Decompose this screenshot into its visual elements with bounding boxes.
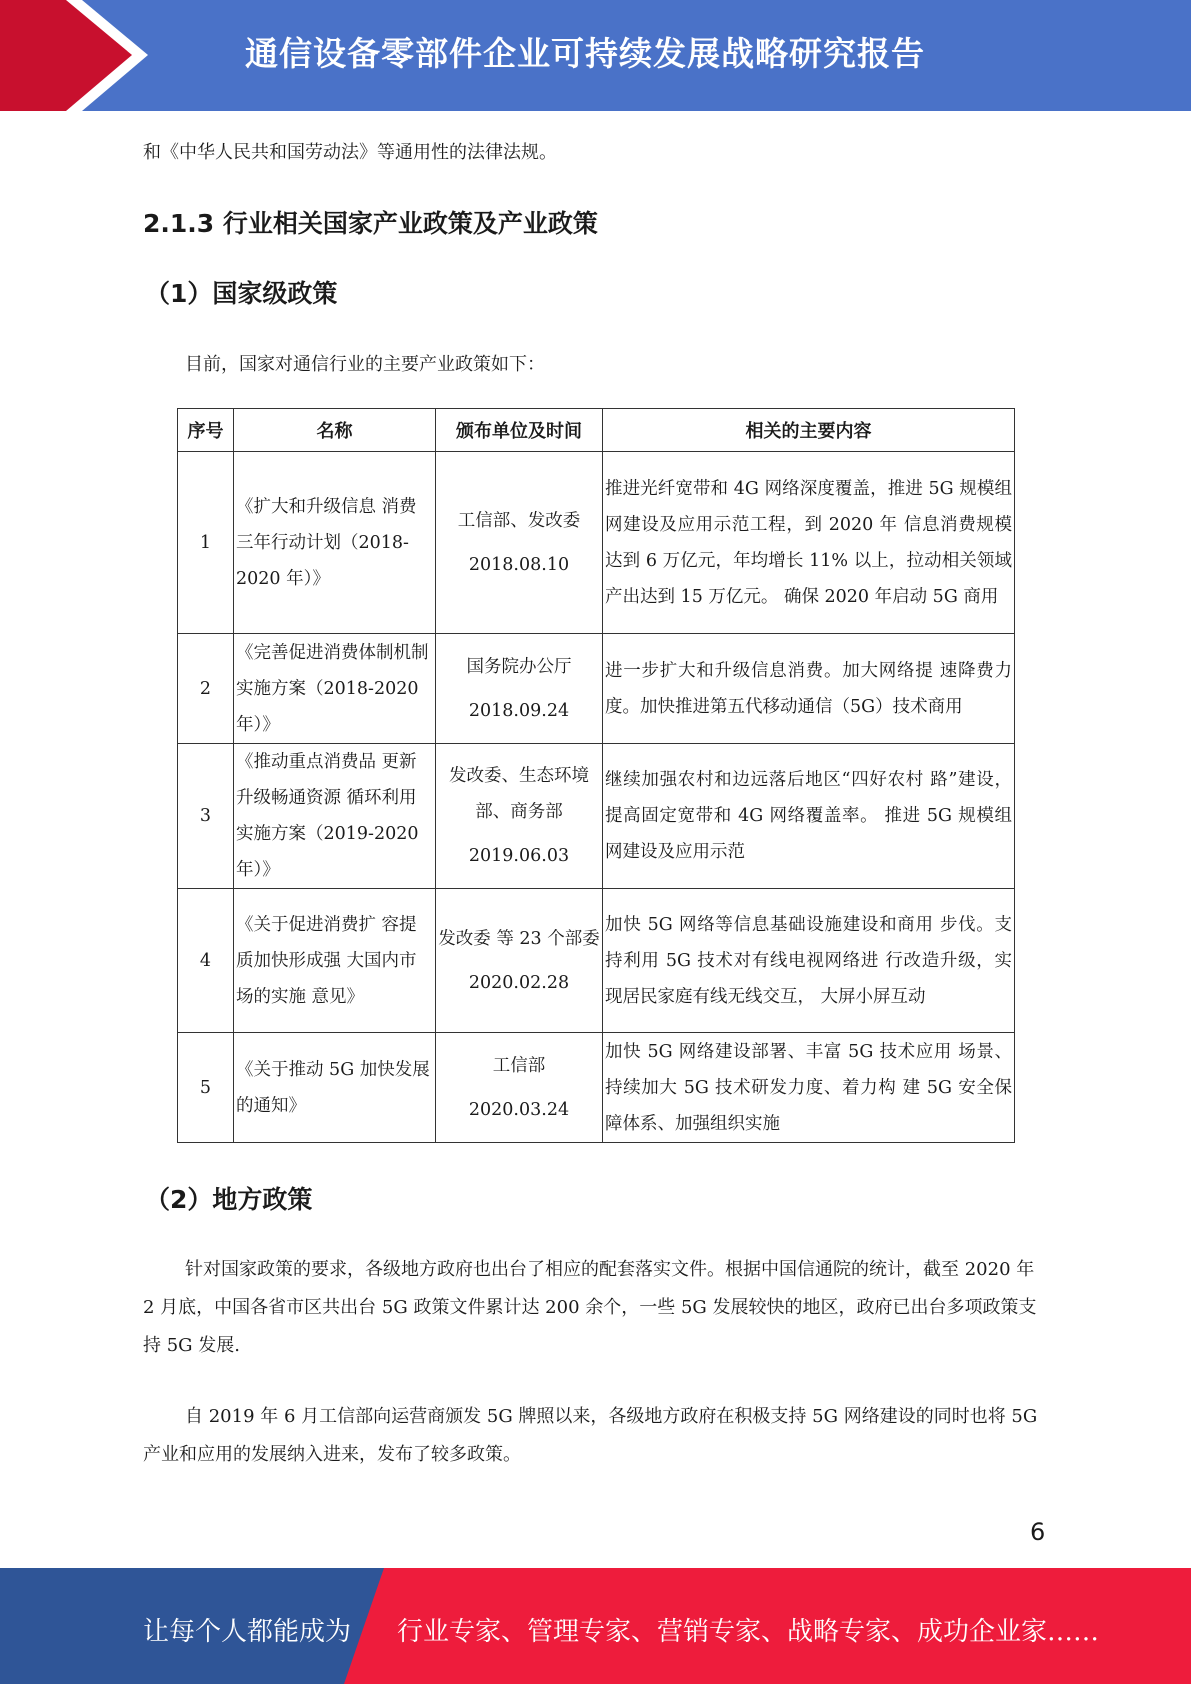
- col-header-no: 序号: [178, 409, 234, 452]
- section-heading: 2.1.3 行业相关国家产业政策及产业政策: [143, 209, 598, 238]
- local-policy-paragraph-1: 针对国家政策的要求，各级地方政府也出台了相应的配套落实文件。根据中国信通院的统计，截至 2020 年 2 月底，中国各省市区共出台 5G 政策文件累计达 200 余个，一些 5G 发展较快的地区，政府已出台多项政策支持 5G 发展.: [143, 1259, 1037, 1356]
- page-footer: [0, 1568, 1191, 1684]
- row-name: 《推动重点消费品 更新升级畅通资源 循环利用实施方案（2019-2020 年）》: [234, 744, 436, 889]
- row-content: 加快 5G 网络建设部署、丰富 5G 技术应用 场景、持续加大 5G 技术研发力度、着力构 建 5G 安全保障体系、加强组织实施: [603, 1033, 1015, 1143]
- row-content: 推进光纤宽带和 4G 网络深度覆盖，推进 5G 规模组网建设及应用示范工程，到 2020 年 信息消费规模达到 6 万亿元，年均增长 11% 以上，拉动相关领域产出达到 15 万亿元。 确保 2020 年启动 5G 商用: [603, 452, 1015, 634]
- row-name: 《关于推动 5G 加快发展的通知》: [234, 1033, 436, 1143]
- policy-table: [177, 408, 1015, 1143]
- col-header-issuer: 颁布单位及时间: [436, 409, 603, 452]
- row-issuer: 工信部、发改委: [457, 510, 581, 531]
- row-name: 《扩大和升级信息 消费三年行动计划（2018-2020 年）》: [234, 452, 436, 634]
- page-header: [0, 0, 1191, 111]
- table-row: [178, 452, 1015, 634]
- table-row: [178, 889, 1015, 1033]
- row-date: 2018.08.10: [468, 554, 570, 575]
- row-issuer-cell: [436, 452, 603, 634]
- row-date: 2019.06.03: [468, 846, 570, 866]
- row-date: 2018.09.24: [468, 700, 570, 721]
- row-no: 3: [178, 744, 234, 889]
- national-policy-lead: 目前，国家对通信行业的主要产业政策如下：: [185, 354, 545, 375]
- row-issuer-cell: [436, 744, 603, 889]
- national-policy-heading: （1）国家级政策: [145, 279, 338, 308]
- local-policy-paragraph-2: 自 2019 年 6 月工信部向运营商颁发 5G 牌照以来，各级地方政府在积极支持 5G 网络建设的同时也将 5G 产业和应用的发展纳入进来，发布了较多政策。: [143, 1406, 1038, 1465]
- footer-slogan-left: 让每个人都能成为: [143, 1617, 352, 1647]
- row-date: 2020.03.24: [468, 1099, 570, 1120]
- row-issuer-cell: [436, 889, 603, 1033]
- row-issuer: 工信部: [492, 1055, 546, 1076]
- row-issuer-cell: [436, 634, 603, 744]
- row-issuer-cell: [436, 1033, 603, 1143]
- row-name: 《完善促进消费体制机制实施方案（2018-2020 年）》: [234, 634, 436, 744]
- row-date: 2020.02.28: [468, 972, 570, 993]
- table-row: [178, 1033, 1015, 1143]
- table-header-row: [178, 409, 1015, 452]
- col-header-name: 名称: [234, 409, 436, 452]
- table-row: [178, 634, 1015, 744]
- row-content: 继续加强农村和边远落后地区“四好农村 路”建设，提高固定宽带和 4G 网络覆盖率。 推进 5G 规模组网建设及应用示范: [603, 744, 1015, 889]
- report-title: 通信设备零部件企业可持续发展战略研究报告: [245, 34, 925, 73]
- row-content: 进一步扩大和升级信息消费。加大网络提 速降费力度。加快推进第五代移动通信（5G）技术商用: [603, 634, 1015, 744]
- row-no: 5: [178, 1033, 234, 1143]
- row-no: 2: [178, 634, 234, 744]
- row-issuer: 国务院办公厅: [466, 656, 572, 677]
- page-number: 6: [1030, 1518, 1046, 1546]
- col-header-content: 相关的主要内容: [603, 409, 1015, 452]
- table-row: [178, 744, 1015, 889]
- row-content: 加快 5G 网络等信息基础设施建设和商用 步伐。支持利用 5G 技术对有线电视网络进 行改造升级，实现居民家庭有线无线交互， 大屏小屏互动: [603, 889, 1015, 1033]
- row-name: 《关于促进消费扩 容提质加快形成强 大国内市场的实施 意见》: [234, 889, 436, 1033]
- row-issuer: 发改委、生态环境部、商务部: [449, 766, 589, 822]
- row-no: 1: [178, 452, 234, 634]
- row-no: 4: [178, 889, 234, 1033]
- intro-continuation: 和《中华人民共和国劳动法》等通用性的法律法规。: [143, 142, 557, 163]
- footer-slogan-right: 行业专家、管理专家、营销专家、战略专家、成功企业家……: [397, 1617, 1100, 1647]
- row-issuer: 发改委 等 23 个部委: [438, 928, 600, 949]
- local-policy-heading: （2）地方政策: [145, 1185, 313, 1214]
